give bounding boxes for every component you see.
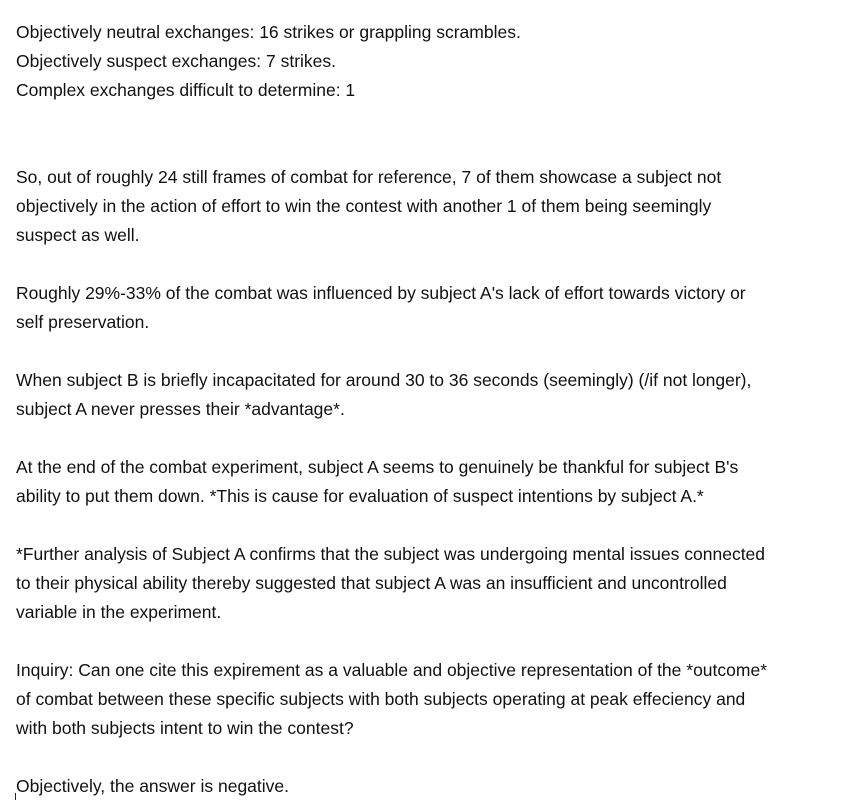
stat-complex-exchanges: Complex exchanges difficult to determine: 1 xyxy=(16,80,356,100)
spacer xyxy=(16,105,846,163)
paragraph-line: subject A never presses their *advantage*. xyxy=(16,399,345,419)
spacer xyxy=(16,424,846,453)
paragraph-line: Inquiry: Can one cite this expirement as a valuable and objective representation of the *outcome* xyxy=(16,660,768,680)
paragraph-end-of-combat xyxy=(16,453,846,511)
spacer xyxy=(16,337,846,366)
text-cursor xyxy=(15,793,16,800)
paragraph-line: with both subjects intent to win the contest? xyxy=(16,718,354,738)
document-body xyxy=(16,18,846,801)
paragraph-incapacitated xyxy=(16,366,846,424)
spacer xyxy=(16,511,846,540)
paragraph-line: suspect as well. xyxy=(16,225,140,245)
paragraph-line: *Further analysis of Subject A confirms that the subject was undergoing mental issues connected xyxy=(16,544,766,564)
paragraph-inquiry xyxy=(16,656,846,743)
stat-neutral-exchanges: Objectively neutral exchanges: 16 strikes or grappling scrambles. xyxy=(16,22,521,42)
paragraph-conclusion xyxy=(16,772,846,801)
paragraph-further-analysis xyxy=(16,540,846,627)
paragraph-line: to their physical ability thereby suggested that subject A was an insufficient and uncontrolled xyxy=(16,573,727,593)
spacer xyxy=(16,250,846,279)
paragraph-line: of combat between these specific subjects with both subjects operating at peak effeciency and xyxy=(16,689,746,709)
spacer xyxy=(16,743,846,772)
paragraph-line: self preservation. xyxy=(16,312,150,332)
paragraph-frames-summary xyxy=(16,163,846,250)
spacer xyxy=(16,627,846,656)
stat-suspect-exchanges: Objectively suspect exchanges: 7 strikes. xyxy=(16,51,337,71)
paragraph-percentage xyxy=(16,279,846,337)
paragraph-line: So, out of roughly 24 still frames of combat for reference, 7 of them showcase a subject not xyxy=(16,167,722,187)
paragraph-line: Objectively, the answer is negative. xyxy=(16,776,290,796)
paragraph-line: At the end of the combat experiment, subject A seems to genuinely be thankful for subject B's xyxy=(16,457,739,477)
paragraph-line: Roughly 29%-33% of the combat was influenced by subject A's lack of effort towards victory or xyxy=(16,283,746,303)
paragraph-line: variable in the experiment. xyxy=(16,602,222,622)
paragraph-line: When subject B is briefly incapacitated for around 30 to 36 seconds (seemingly) (/if not longer), xyxy=(16,370,752,390)
paragraph-line: ability to put them down. *This is cause for evaluation of suspect intentions by subject A.* xyxy=(16,486,704,506)
paragraph-line: objectively in the action of effort to win the contest with another 1 of them being seemingly xyxy=(16,196,712,216)
